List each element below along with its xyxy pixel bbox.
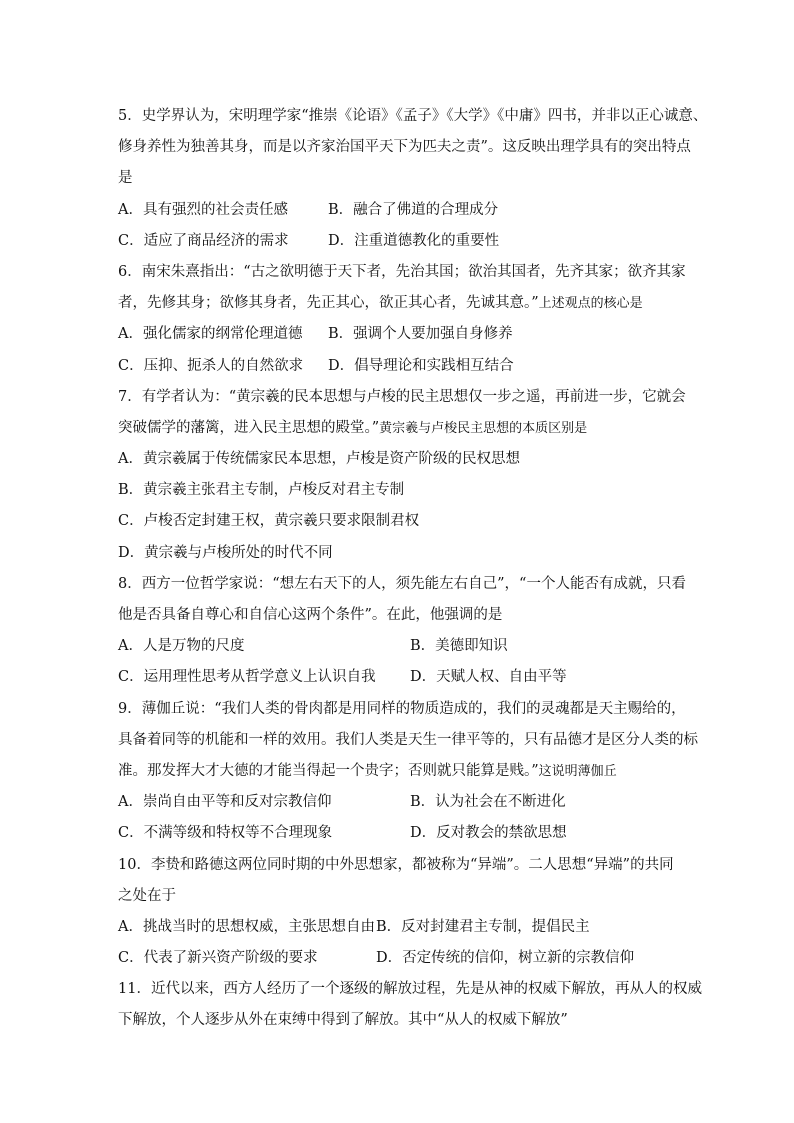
q6-option-d[interactable]: D．倡导理论和实践相互结合 <box>328 357 514 374</box>
question-list <box>118 101 708 1037</box>
q10-option-a[interactable]: A．挑战当时的思想权威，主张思想自由 <box>118 918 375 935</box>
q7-stem-line-2-wrap <box>118 413 688 444</box>
q5-options-row-1 <box>118 195 688 226</box>
q9-stem-line-3-wrap <box>118 756 688 787</box>
q6-stem-line-2-wrap <box>118 288 688 319</box>
q7-option-a[interactable]: A．黄宗羲属于传统儒家民本思想，卢梭是资产阶级的民权思想 <box>118 451 520 468</box>
q10-stem-line-2: 之处在于 <box>118 887 176 904</box>
q7-stem-tail: 黄宗羲与卢梭民主思想的本质区别是 <box>379 420 588 436</box>
q5-option-a[interactable]: A．具有强烈的社会责任感 <box>118 201 288 218</box>
q9-option-c[interactable]: C．不满等级和特权等不合理现象 <box>118 825 333 842</box>
q5-stem-line-1: 5．史学界认为，宋明理学家“推崇《论语》《孟子》《大学》《中庸》四书，并非以正心诚意、 <box>118 108 708 124</box>
q5-stem-line-3: 是 <box>118 170 133 187</box>
q9-options-row-2 <box>118 818 688 849</box>
q5-option-d[interactable]: D．注重道德教化的重要性 <box>328 232 500 249</box>
q7-stem-line-2: 突破儒学的藩篱，进入民主思想的殿堂。” <box>118 419 380 436</box>
q8-option-b[interactable]: B．美德即知识 <box>410 638 508 655</box>
q10-option-b[interactable]: B．反对封建君主专制，提倡民主 <box>376 918 590 935</box>
q7-option-c[interactable]: C．卢梭否定封建王权，黄宗羲只要求限制君权 <box>118 513 420 530</box>
q8-option-a[interactable]: A．人是万物的尺度 <box>118 638 245 655</box>
q10-options-row-1 <box>118 912 688 943</box>
q6-option-b[interactable]: B．强调个人要加强自身修养 <box>328 326 513 343</box>
q8-options-row-1 <box>118 631 688 662</box>
q5-stem-line-2: 修身养性为独善其身，而是以齐家治国平天下为匹夫之责”。这反映出理学具有的突出特点 <box>118 139 691 156</box>
q9-stem-tail: 这说明薄伽丘 <box>538 763 617 779</box>
q8-options-row-2 <box>118 662 688 693</box>
q9-stem-line-3: 准。那发挥大才大德的才能当得起一个贵字；否则就只能算是贱。” <box>118 762 539 779</box>
q5-option-b[interactable]: B．融合了佛道的合理成分 <box>328 201 499 218</box>
q10-option-d[interactable]: D．否定传统的信仰，树立新的宗教信仰 <box>376 950 635 967</box>
q5-option-c[interactable]: C．适应了商品经济的需求 <box>118 232 289 249</box>
q7-option-d[interactable]: D．黄宗羲与卢梭所处的时代不同 <box>118 544 333 561</box>
q6-stem-tail: 上述观点的核心是 <box>538 296 643 312</box>
q8-option-c[interactable]: C．运用理性思考从哲学意义上认识自我 <box>118 669 376 686</box>
q8-stem-line-1: 8．西方一位哲学家说：“想左右天下的人，须先能左右自己”，“一个人能否有成就，只看 <box>118 575 686 592</box>
q6-option-c[interactable]: C．压抑、扼杀人的自然欲求 <box>118 357 304 374</box>
q9-option-d[interactable]: D．反对教会的禁欲思想 <box>410 825 567 842</box>
q9-stem-line-1: 9．薄伽丘说：“我们人类的骨肉都是用同样的物质造成的，我们的灵魂都是天主赐给的， <box>118 700 686 717</box>
q6-options-row-2 <box>118 351 688 382</box>
q5-options-row-2 <box>118 226 688 257</box>
q6-options-row-1 <box>118 319 688 350</box>
q9-options-row-1 <box>118 787 688 818</box>
q6-stem-line-2: 者，先修其身；欲修其身者，先正其心，欲正其心者，先诚其意。” <box>118 295 539 312</box>
q7-option-b[interactable]: B．黄宗羲主张君主专制，卢梭反对君主专制 <box>118 482 405 499</box>
q10-stem-line-1: 10．李贽和路德这两位同时期的中外思想家，都被称为“异端”。二人思想“异端”的共同 <box>118 856 674 873</box>
q9-stem-line-2: 具备着同等的机能和一样的效用。我们人类是天生一律平等的，只有品德才是区分人类的标 <box>118 731 698 748</box>
q9-option-a[interactable]: A．崇尚自由平等和反对宗教信仰 <box>118 794 332 811</box>
q11-stem-line-2: 下解放，个人逐步从外在束缚中得到了解放。其中“从人的权威下解放” <box>118 1012 568 1029</box>
q10-options-row-2 <box>118 943 688 974</box>
q10-option-c[interactable]: C．代表了新兴资产阶级的要求 <box>118 950 318 967</box>
q6-stem-line-1: 6．南宋朱熹指出：“古之欲明德于天下者，先治其国；欲治其国者，先齐其家；欲齐其家 <box>118 263 686 280</box>
q11-stem-line-1: 11．近代以来，西方人经历了一个逐级的解放过程，先是从神的权威下解放，再从人的权威 <box>118 981 702 998</box>
q6-option-a[interactable]: A．强化儒家的纲常伦理道德 <box>118 326 303 343</box>
q8-option-d[interactable]: D．天赋人权、自由平等 <box>410 669 567 686</box>
q7-stem-line-1: 7．有学者认为：“黄宗羲的民本思想与卢梭的民主思想仅一步之遥，再前进一步，它就会 <box>118 388 686 405</box>
q8-stem-line-2: 他是否具备自尊心和自信心这两个条件”。在此，他强调的是 <box>118 607 503 623</box>
q9-option-b[interactable]: B．认为社会在不断进化 <box>410 794 566 811</box>
